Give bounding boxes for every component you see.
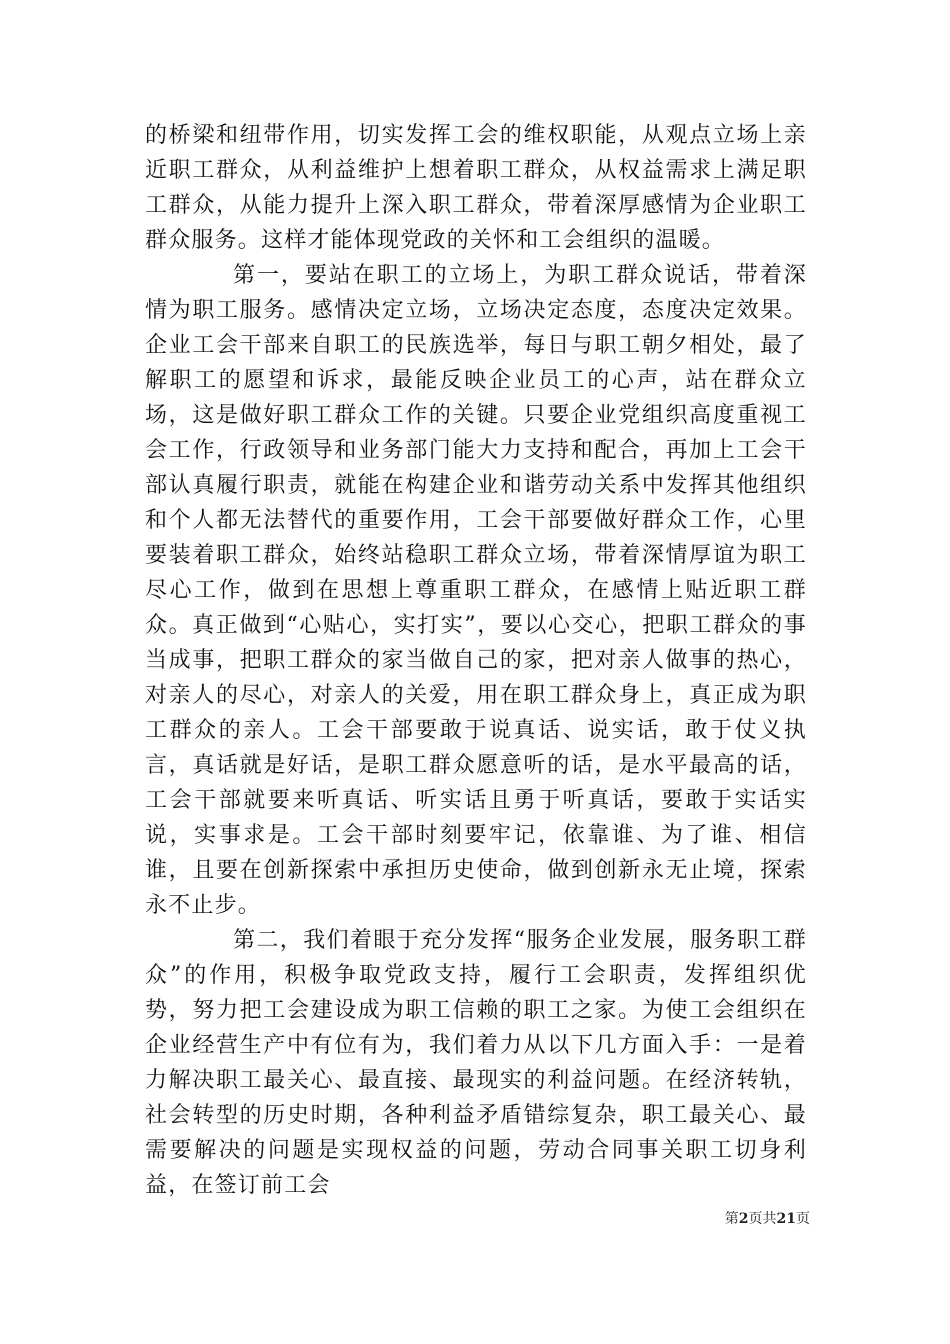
page-number-footer xyxy=(680,1208,810,1228)
paragraph-second-point: 第二，我们着眼于充分发挥“服务企业发展，服务职工群众”的作用，积极争取党政支持，履行工会职责，发挥组织优势，努力把工会建设成为职工信赖的职工之家。为使工会组织在企业经营生产中有位有为，我们着力从以下几方面入手：一是着力解决职工最关心、最直接、最现实的利益问题。在经济转轨，社会转型的历史时期，各种利益矛盾错综复杂，职工最关心、最需要解决的问题是实现权益的问题，劳动合同事关职工切身利益，在签订前工会 xyxy=(145,928,807,1198)
document-body xyxy=(145,118,807,1203)
paragraph-first-point: 第一，要站在职工的立场上，为职工群众说话，带着深情为职工服务。感情决定立场，立场决定态度，态度决定效果。企业工会干部来自职工的民族选举，每日与职工朝夕相处，最了解职工的愿望和诉求，最能反映企业员工的心声，站在群众立场，这是做好职工群众工作的关键。只要企业党组织高度重视工会工作，行政领导和业务部门能大力支持和配合，再加上工会干部认真履行职责，就能在构建企业和谐劳动关系中发挥其他组织和个人都无法替代的重要作用，工会干部要做好群众工作，心里要装着职工群众，始终站稳职工群众立场，带着深情厚谊为职工尽心工作，做到在思想上尊重职工群众，在感情上贴近职工群众。真正做到“心贴心，实打实”，要以心交心，把职工群众的事当成事，把职工群众的家当做自己的家，把对亲人做事的热心，对亲人的尽心，对亲人的关爱，用在职工群众身上，真正成为职工群众的亲人。工会干部要敢于说真话、说实话，敢于仗义执言，真话就是好话，是职工群众愿意听的话，是水平最高的话，工会干部就要来听真话、听实话且勇于听真话，要敢于实话实说，实事求是。工会干部时刻要牢记，依靠谁、为了谁、相信谁，且要在创新探索中承担历史使命，做到创新永无止境，探索永不止步。 xyxy=(145,263,807,918)
total-pages-number: 21 xyxy=(776,1211,796,1227)
footer-suffix: 页 xyxy=(796,1211,810,1227)
paragraph-continuation: 的桥梁和纽带作用，切实发挥工会的维权职能，从观点立场上亲近职工群众，从利益维护上想着职工群众，从权益需求上满足职工群众，从能力提升上深入职工群众，带着深厚感情为企业职工群众服务。这样才能体现党政的关怀和工会组织的温暖。 xyxy=(145,123,807,253)
current-page-number: 2 xyxy=(738,1211,749,1227)
footer-middle: 页共 xyxy=(748,1211,777,1227)
footer-prefix: 第 xyxy=(724,1211,739,1227)
